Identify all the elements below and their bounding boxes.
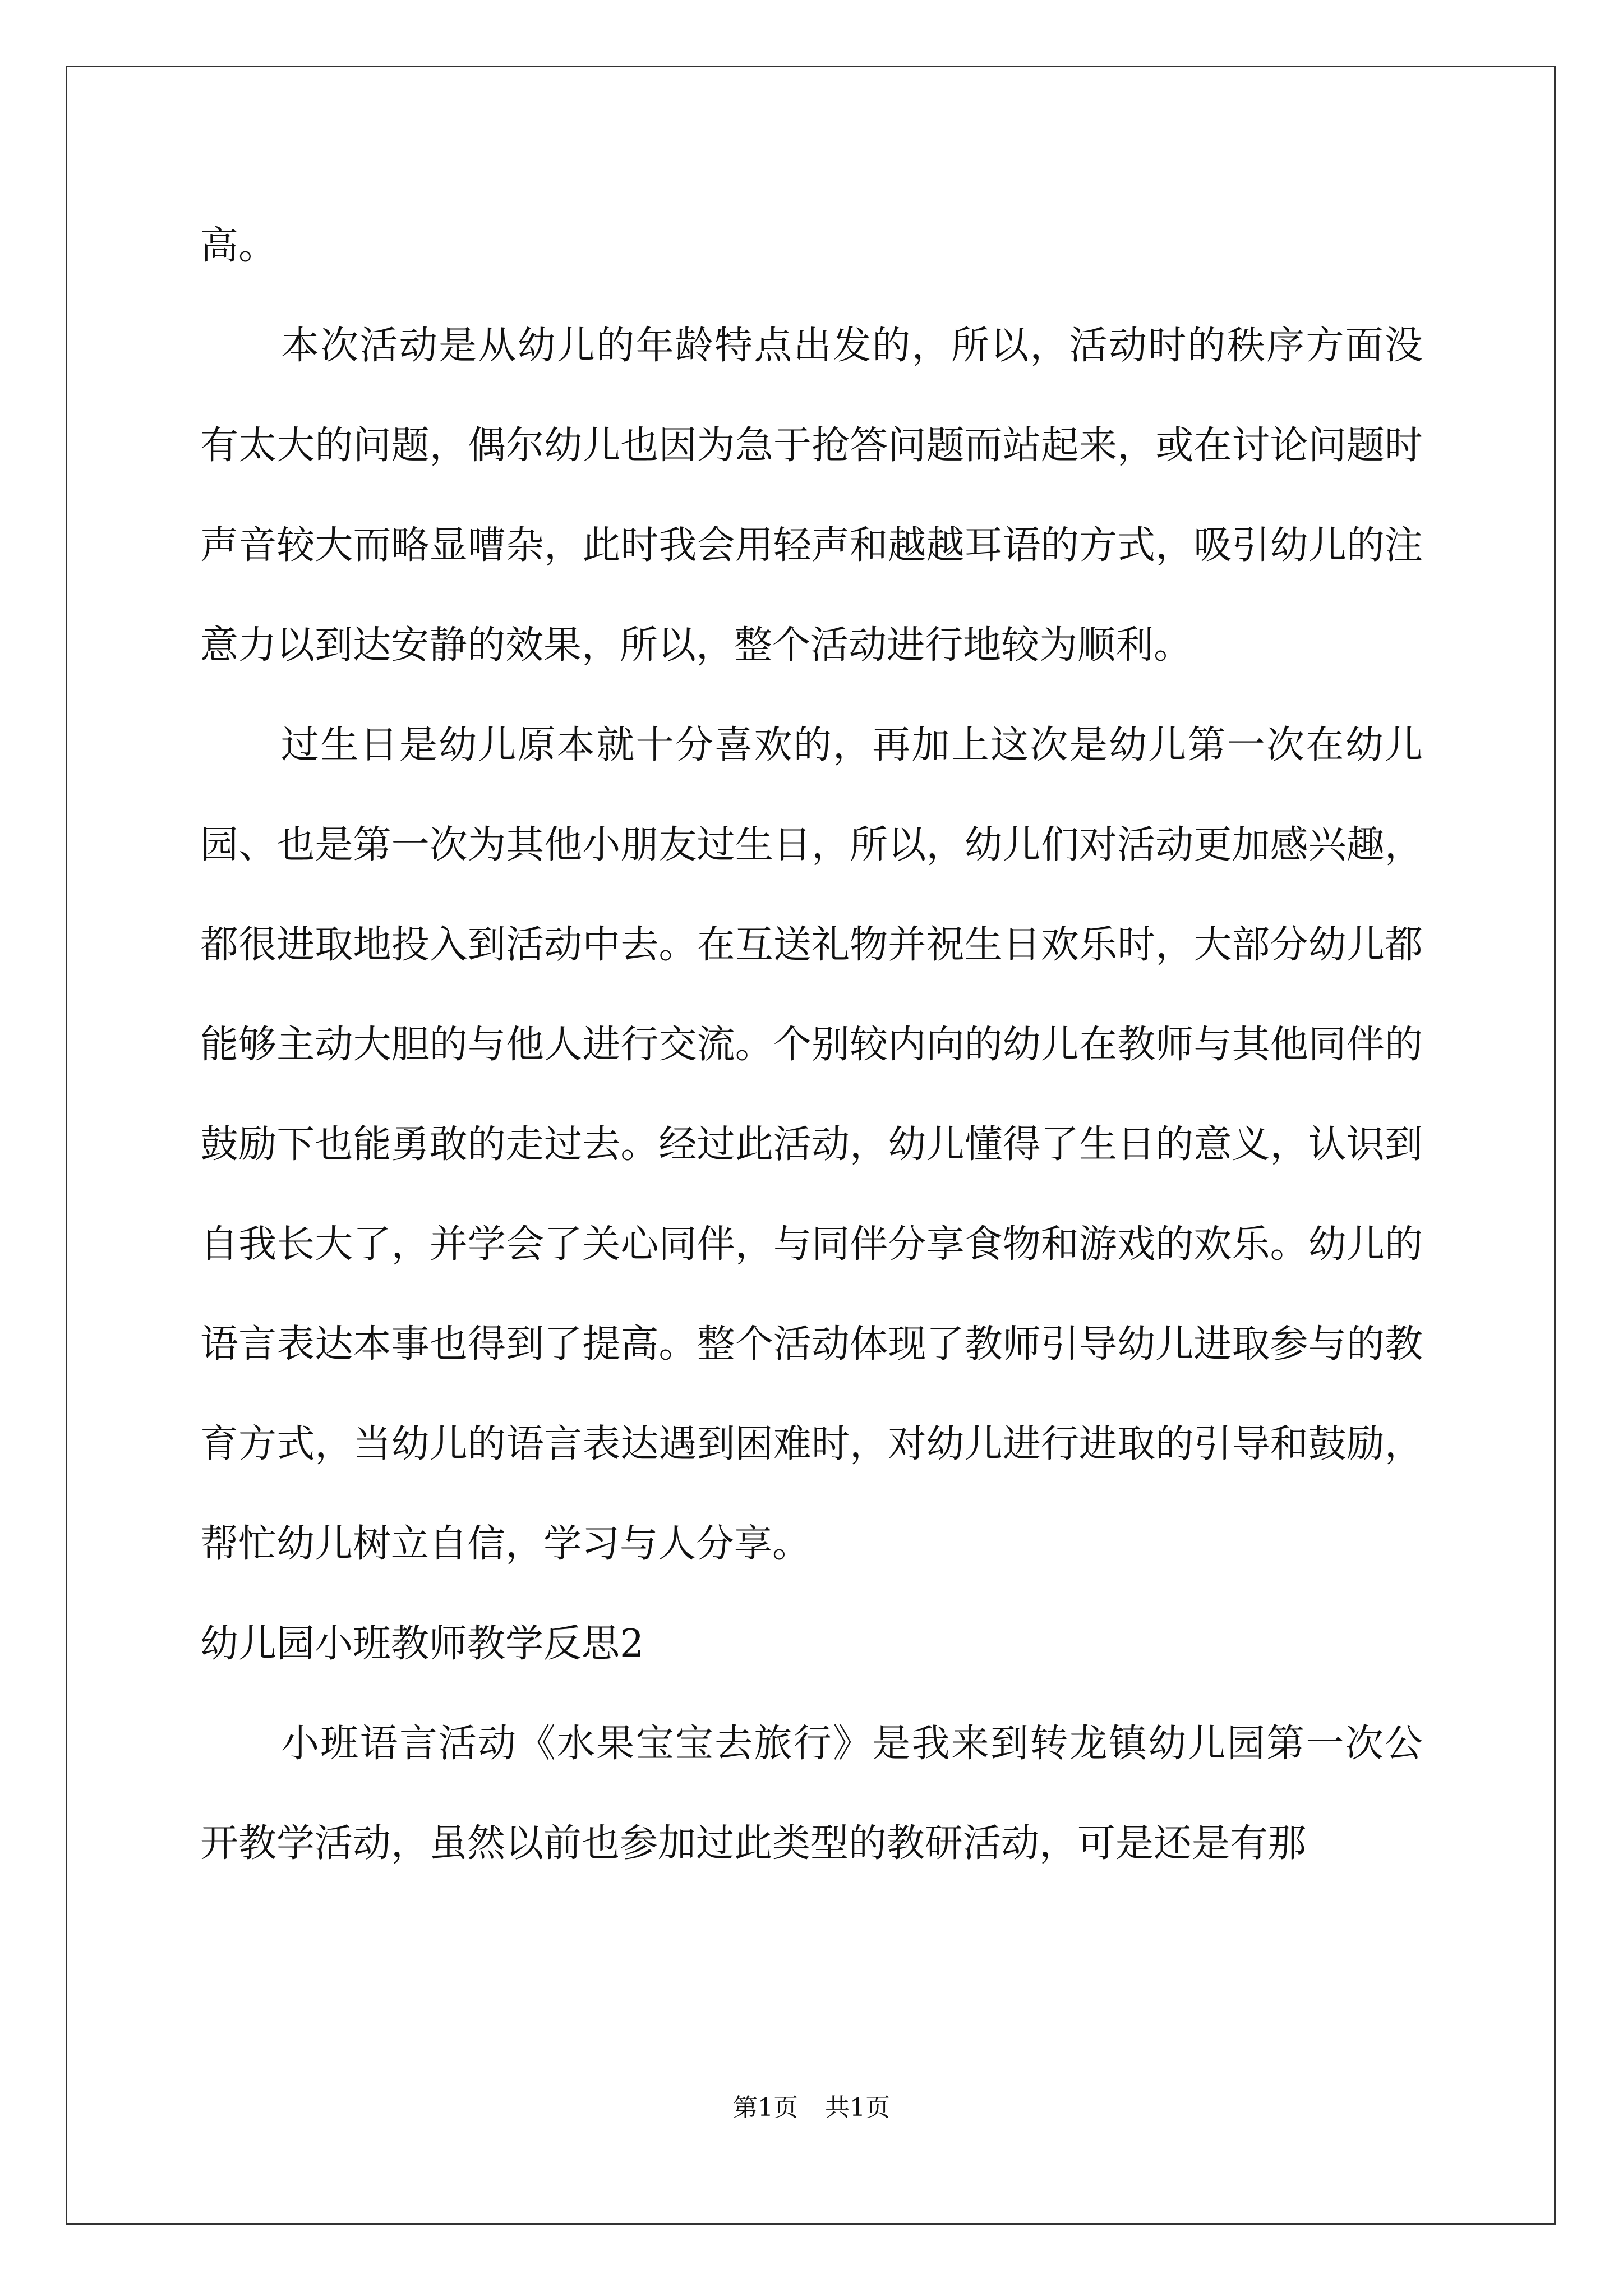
paragraph-birthday: 过生日是幼儿原本就十分喜欢的，再加上这次是幼儿第一次在幼儿园、也是第一次为其他小朋友过生日，所以，幼儿们对活动更加感兴趣，都很进取地投入到活动中去。在互送礼物并祝生日欢乐时，大部分幼儿都能够主动大胆的与他人进行交流。个别较内向的幼儿在教师与其他同伴的鼓励下也能勇敢的走过去。经过此活动，幼儿懂得了生日的意义，认识到自我长大了，并学会了关心同伴，与同伴分享食物和游戏的欢乐。幼儿的语言表达本事也得到了提高。整个活动体现了教师引导幼儿进取参与的教育方式，当幼儿的语言表达遇到困难时，对幼儿进行进取的引导和鼓励，帮忙幼儿树立自信，学习与人分享。 — [200, 723, 1423, 1566]
document-body — [200, 196, 1423, 1894]
page-footer — [0, 2091, 1623, 2125]
paragraph-activity-order: 本次活动是从幼儿的年龄特点出发的，所以，活动时的秩序方面没有太大的问题，偶尔幼儿也因为急于抢答问题而站起来，或在讨论问题时声音较大而略显嘈杂，此时我会用轻声和越越耳语的方式，吸引幼儿的注意力以到达安静的效果，所以，整个活动进行地较为顺利。 — [200, 324, 1423, 668]
paragraph-continuation: 高。 — [200, 224, 277, 268]
section-heading: 幼儿园小班教师教学反思2 — [200, 1622, 644, 1666]
page-total: 共1页 — [825, 2093, 890, 2122]
page-number: 第1页 — [733, 2093, 798, 2122]
paragraph-language-activity: 小班语言活动《水果宝宝去旅行》是我来到转龙镇幼儿园第一次公开教学活动，虽然以前也参加过此类型的教研活动，可是还是有那 — [200, 1722, 1423, 1866]
